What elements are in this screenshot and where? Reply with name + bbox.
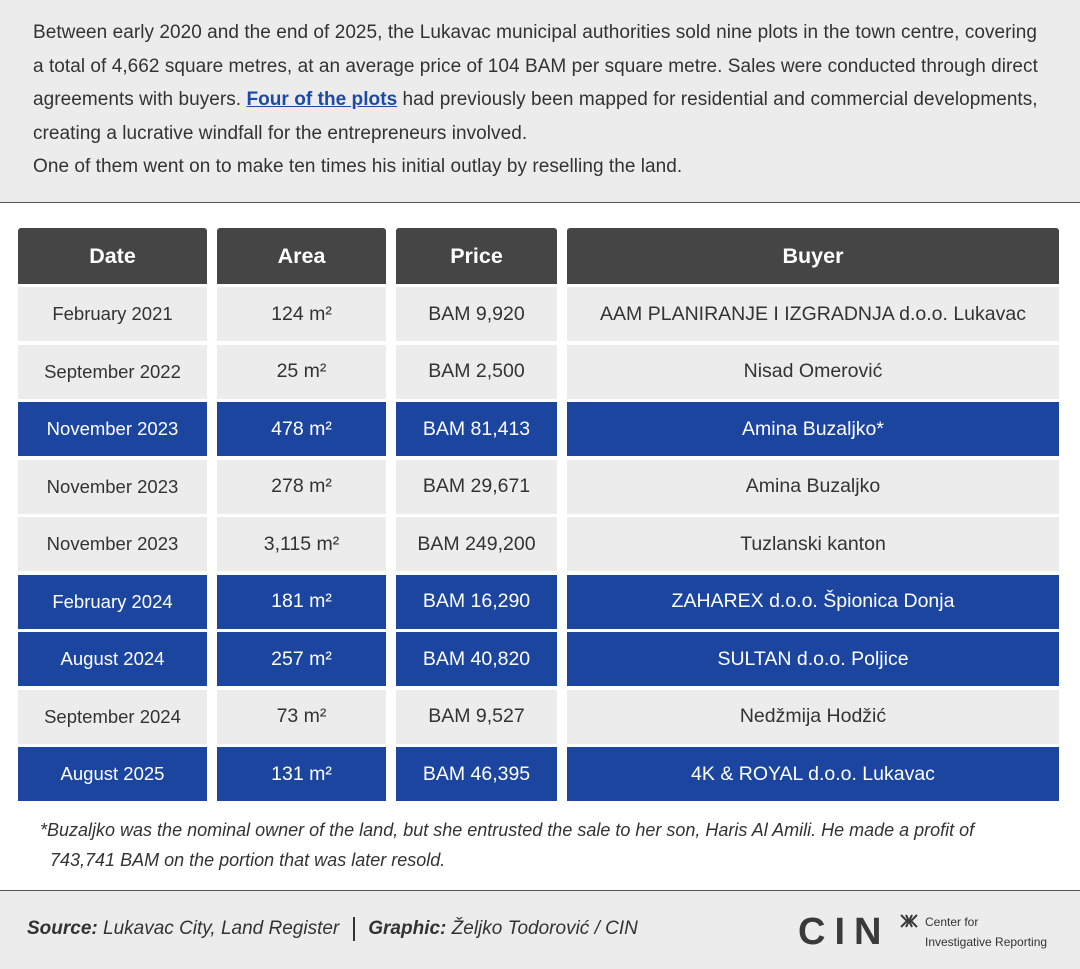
table-row	[18, 402, 1059, 456]
cell-date: November 2023	[18, 517, 207, 571]
table-row	[18, 575, 1059, 629]
footnote-line2: 743,741 BAM on the portion that was later resold.	[50, 849, 446, 870]
cell-price: BAM 16,290	[396, 575, 557, 629]
cell-buyer: 4K & ROYAL d.o.o. Lukavac	[567, 747, 1059, 801]
footnote-line1: *Buzaljko was the nominal owner of the land, but she entrusted the sale to her son, Haris Al Amili. He made a profit of	[40, 820, 975, 840]
cell-date: November 2023	[18, 460, 207, 514]
cin-tagline	[925, 912, 1047, 952]
cell-buyer: Tuzlanski kanton	[567, 517, 1059, 571]
cell-price: BAM 46,395	[396, 747, 557, 801]
cell-buyer: ZAHAREX d.o.o. Špionica Donja	[567, 575, 1059, 629]
cell-date: August 2025	[18, 747, 207, 801]
table-row	[18, 287, 1059, 341]
table-row	[18, 460, 1059, 514]
cell-area: 3,115 m²	[217, 517, 386, 571]
sales-table	[18, 228, 1059, 805]
credits	[27, 917, 638, 941]
cin-logo	[798, 910, 1058, 954]
cell-area: 124 m²	[217, 287, 386, 341]
cell-date: September 2022	[18, 345, 207, 399]
cell-buyer: Amina Buzaljko*	[567, 402, 1059, 456]
source-value: Lukavac City, Land Register	[103, 918, 340, 939]
cell-area: 278 m²	[217, 460, 386, 514]
table-row	[18, 632, 1059, 686]
cin-x-mark-icon	[900, 914, 918, 928]
cell-price: BAM 2,500	[396, 345, 557, 399]
cell-price: BAM 40,820	[396, 632, 557, 686]
intro-text-last-line: One of them went on to make ten times his initial outlay by reselling the land.	[33, 156, 683, 177]
cell-price: BAM 29,671	[396, 460, 557, 514]
cell-price: BAM 9,920	[396, 287, 557, 341]
cell-area: 257 m²	[217, 632, 386, 686]
header-date: Date	[18, 228, 207, 284]
table-body	[18, 287, 1059, 801]
cell-date: February 2021	[18, 287, 207, 341]
table-row	[18, 747, 1059, 801]
source-label: Source:	[27, 918, 98, 939]
cell-price: BAM 249,200	[396, 517, 557, 571]
cell-buyer: AAM PLANIRANJE I IZGRADNJA d.o.o. Lukavac	[567, 287, 1059, 341]
credits-divider	[353, 917, 355, 941]
intro-text-part2: had previously been mapped for residential and commercial developments, creating a lucrative windfall for the entrepreneurs involved.	[33, 89, 1038, 144]
header-price: Price	[396, 228, 557, 284]
footer	[0, 890, 1080, 969]
cell-price: BAM 9,527	[396, 690, 557, 744]
cell-date: September 2024	[18, 690, 207, 744]
cell-date: November 2023	[18, 402, 207, 456]
footnote	[40, 816, 1050, 875]
graphic-value: Željko Todorović / CIN	[451, 918, 638, 939]
table-row	[18, 345, 1059, 399]
intro-text	[33, 16, 1050, 184]
table-row	[18, 690, 1059, 744]
cell-price: BAM 81,413	[396, 402, 557, 456]
header-area: Area	[217, 228, 386, 284]
table-header-row	[18, 228, 1059, 284]
four-plots-link[interactable]: Four of the plots	[246, 89, 398, 110]
cell-area: 25 m²	[217, 345, 386, 399]
cell-area: 478 m²	[217, 402, 386, 456]
cin-tagline-line2: Investigative Reporting	[925, 935, 1048, 949]
cell-buyer: Amina Buzaljko	[567, 460, 1059, 514]
intro-panel	[0, 0, 1080, 203]
intro-text-part1: Between early 2020 and the end of 2025, the Lukavac municipal authorities sold nine plots in the town centre, covering a total of 4,662 square metres, at an average price of 104 BAM per square metre. Sales were conducted through direct agreements with buyers.	[33, 22, 1038, 110]
cell-area: 73 m²	[217, 690, 386, 744]
cell-date: February 2024	[18, 575, 207, 629]
header-buyer: Buyer	[567, 228, 1059, 284]
table-row	[18, 517, 1059, 571]
cell-area: 131 m²	[217, 747, 386, 801]
cell-buyer: SULTAN d.o.o. Poljice	[567, 632, 1059, 686]
cin-wordmark: CIN	[798, 911, 891, 953]
graphic-label: Graphic:	[368, 918, 447, 939]
cin-tagline-line1: Center for	[925, 915, 979, 929]
cell-date: August 2024	[18, 632, 207, 686]
cell-buyer: Nedžmija Hodžić	[567, 690, 1059, 744]
cell-area: 181 m²	[217, 575, 386, 629]
cell-buyer: Nisad Omerović	[567, 345, 1059, 399]
